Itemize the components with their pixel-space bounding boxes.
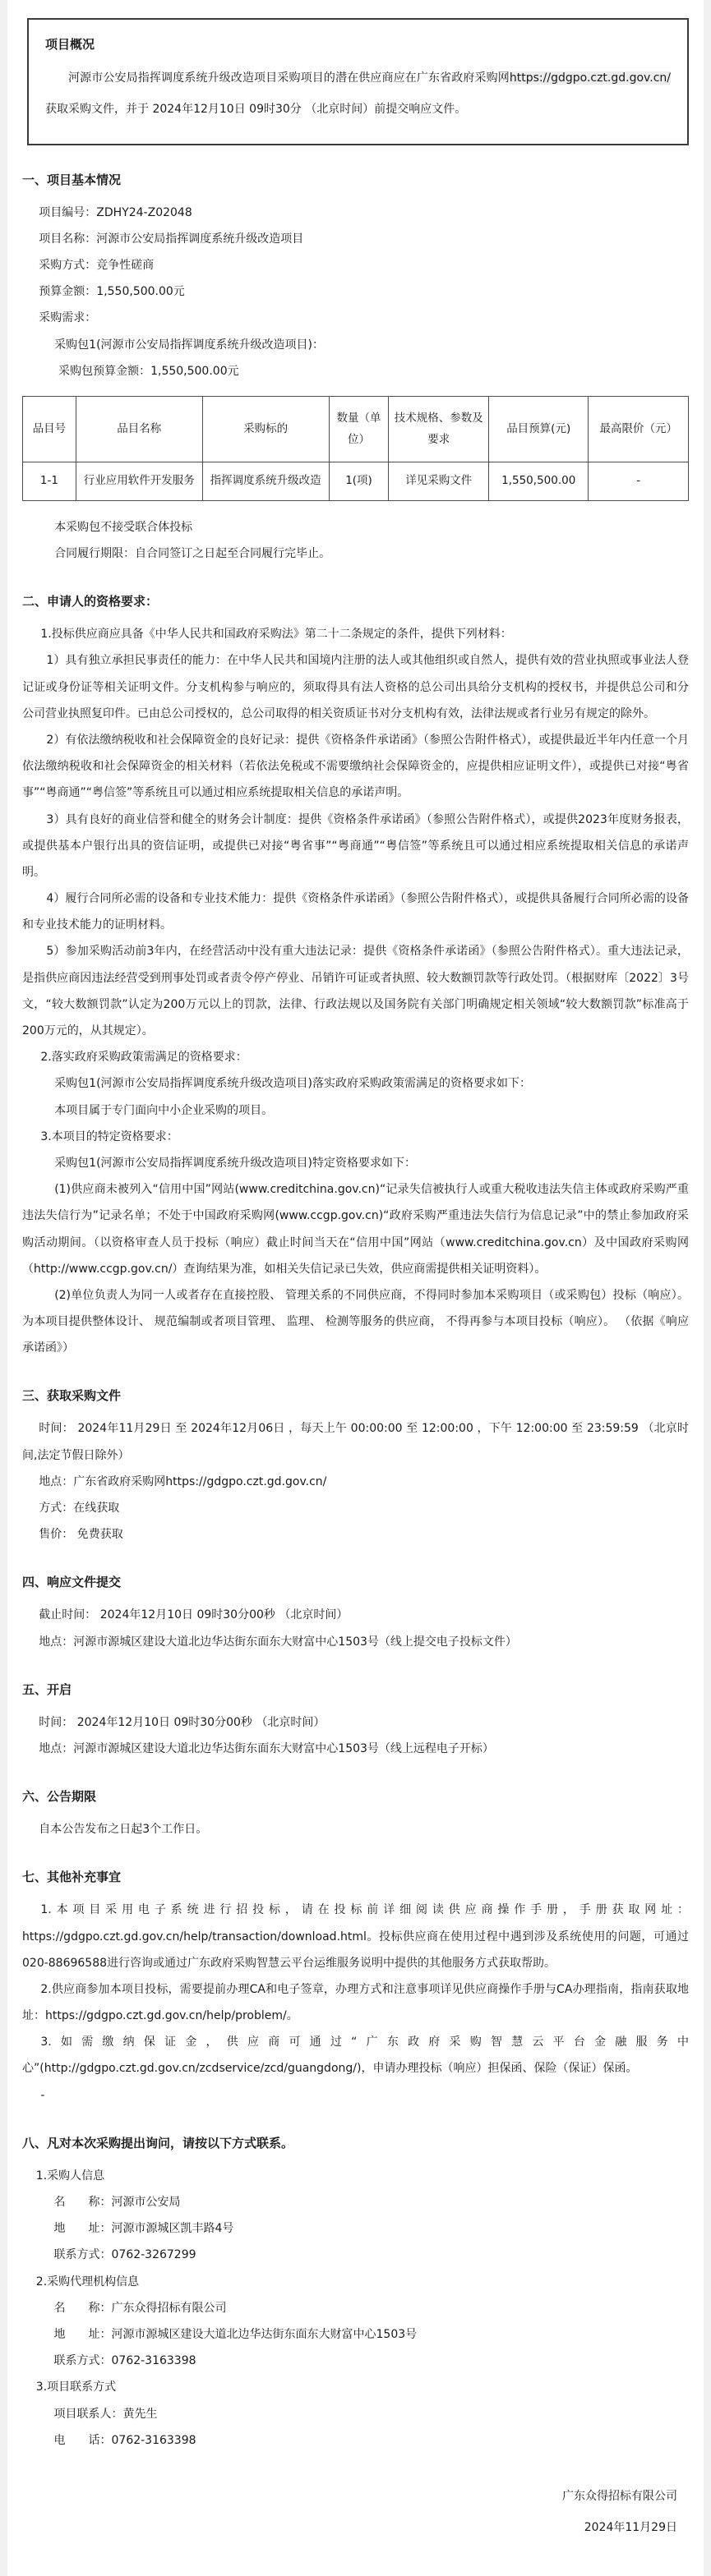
procurement-site-url: https://gdgpo.czt.gd.gov.cn/ xyxy=(509,71,671,85)
procurement-demand-label: 采购需求： xyxy=(39,311,97,325)
sme-project-note: 本项目属于专门面向中小企业采购的项目。 xyxy=(54,1103,274,1117)
policy-requirement-label: 2.落实政府采购政策需满足的资格要求： xyxy=(40,1051,247,1065)
project-contact-person: 项目联系人：黄先生 xyxy=(53,2407,158,2421)
contract-period-note: 合同履行期限：自合同签订之日起至合同履行完毕止。 xyxy=(54,547,331,561)
specific-requirement-label: 3.本项目的特定资格要求： xyxy=(40,1129,178,1143)
document-page xyxy=(7,0,704,2576)
agency-address: 地 址：河源市源城区建设大道北边华达街东面东大财富中心1503号 xyxy=(53,2327,418,2341)
cell-item-budget: 1,550,500.00 xyxy=(488,462,589,501)
cell-spec: 详见采购文件 xyxy=(389,462,489,501)
doc-time: 时间： 2024年11月29日 至 2024年12月06日 ，每天上午 00:00:00 至 12:00:00 ，下午 12:00:00 至 23:59:59 （北京时间,法定节假日除外） xyxy=(22,1422,689,1462)
credit-china-para: (1)供应商未被列入“信用中国”网站(www.creditchina.gov.cn)“记录失信被执行人或重大税收违法失信主体或政府采购严重违法失信行为”记录名单；不处于中国政府采购网(www.ccgp.gov.cn)“政府采购严重违法失信行为信息记录”中的禁止参加政府采购活动期间。（以资格审查人员于投标（响应）截止时间当天在“信用中国”网站（www.creditchina.gov.cn）及中国政府采购网（http://www.ccgp.gov.cn/）查询结果为准，如相关失信记录已失效，供应商需提供相关证明资料）。 xyxy=(22,1183,689,1276)
doc-place: 地点：广东省政府采购网https://gdgpo.czt.gd.gov.cn/ xyxy=(39,1474,327,1488)
open-place: 地点：河源市源城区建设大道北边华达街东面东大财富中心1503号（线上远程电子开标） xyxy=(39,1741,494,1755)
section4-heading: 四、响应文件提交 xyxy=(22,1575,122,1590)
table-header-row xyxy=(23,396,689,462)
section2-heading: 二、申请人的资格要求： xyxy=(22,594,159,610)
qualification-para: 5）参加采购活动前3年内，在经营活动中没有重大违法记录：提供《资格条件承诺函》（参照公告附件格式）。重大违法记录，是指供应商因违法经营受到刑事处罚或者责令停产停业、吊销许可证或者执照、较大数额罚款等行政处罚。（根据财库〔2022〕3号文，“较大数额罚款”认定为200万元以上的罚款，法律、行政法规以及国务院有关部门明确规定相关领域“较大数额罚款”标准高于200万元的，从其规定）。 xyxy=(22,945,689,1038)
th-item-budget: 品目预算(元) xyxy=(488,396,589,462)
qualification-para: 3）具有良好的商业信誉和健全的财务会计制度：提供《资格条件承诺函》（参照公告附件格式），或提供2023年度财务报表，或提供基本户银行出具的资信证明，或提供已对接“粤省事”“粤商通”“粤信签”等系统且可以通过相应系统提取相关信息的承诺声明。 xyxy=(22,812,689,879)
purchaser-info-title: 1.采购人信息 xyxy=(35,2169,105,2183)
th-quantity: 数量（单位） xyxy=(329,396,389,462)
section5-heading: 五、开启 xyxy=(22,1681,72,1697)
package-line: 采购包1(河源市公安局指挥调度系统升级改造项目)： xyxy=(54,338,325,352)
section8-heading: 八、凡对本次采购提出询问，请按以下方式联系。 xyxy=(22,2135,294,2150)
agency-info-title: 2.采购代理机构信息 xyxy=(35,2275,140,2288)
purchaser-address: 地 址：河源市源城区凯丰路4号 xyxy=(53,2222,234,2236)
submit-deadline: 截止时间： 2024年12月10日 09时30分00秒 （北京时间） xyxy=(39,1608,349,1622)
doc-method: 方式：在线获取 xyxy=(39,1502,120,1516)
supplement-para: 1.本项目采用电子系统进行招投标，请在投标前详细阅读供应商操作手册，手册获取网址：https://gdgpo.czt.gd.gov.cn/help/transaction/download.html。投标供应商在使用过程中遇到涉及系统使用的问题，可通过020-88696588进行咨询或通过广东政府采购智慧云平台运维服务说明中提供的其他服务方式获取帮助。 xyxy=(22,1903,689,1970)
purchaser-name: 名 称：河源市公安局 xyxy=(53,2196,181,2210)
items-table xyxy=(22,396,689,501)
table-row xyxy=(23,462,689,501)
overview-text-after: 获取采购文件，并于 2024年12月10日 09时30分 （北京时间）前提交响应文件。 xyxy=(45,102,467,116)
footer-org: 广东众得招标有限公司 xyxy=(562,2489,677,2503)
cell-subject: 指挥调度系统升级改造 xyxy=(202,462,329,501)
no-consortium-note: 本采购包不接受联合体投标 xyxy=(54,520,193,534)
announcement-period: 自本公告发布之日起3个工作日。 xyxy=(39,1823,208,1837)
section7-heading: 七、其他补充事宜 xyxy=(22,1870,122,1885)
project-name: 项目名称：河源市公安局指挥调度系统升级改造项目 xyxy=(39,232,304,246)
specific-requirement-line: 采购包1(河源市公安局指挥调度系统升级改造项目)特定资格要求如下： xyxy=(54,1156,417,1170)
overview-text-before: 河源市公安局指挥调度系统升级改造项目采购项目的潜在供应商应在广东省政府采购网 xyxy=(68,71,510,85)
qualification-para: 1.投标供应商应具备《中华人民共和国政府采购法》第二十二条规定的条件，提供下列材料： xyxy=(40,628,512,642)
cell-item-no: 1-1 xyxy=(23,462,76,501)
qualification-para: 1）具有独立承担民事责任的能力：在中华人民共和国境内注册的法人或其他组织或自然人，提供有效的营业执照或事业法人登记证或身份证等相关证明文件。分支机构参与响应的，须取得具有法人资格的总公司出具给分支机构的授权书，并提供总公司和分公司营业执照复印件。已由总公司授权的，总公司取得的相关资质证书对分支机构有效，法律法规或者行业另有规定的除外。 xyxy=(22,654,689,720)
th-item-name: 品目名称 xyxy=(76,396,202,462)
th-subject: 采购标的 xyxy=(202,396,329,462)
supplement-para: 2.供应商参加本项目投标，需要提前办理CA和电子签章，办理方式和注意事项详见供应商操作手册与CA办理指南，指南获取地址：https://gdgpo.czt.gd.gov.cn/help/problem/。 xyxy=(22,1982,689,2023)
package-budget: 采购包预算金额：1,550,500.00元 xyxy=(58,364,239,378)
project-contact-title: 3.项目联系方式 xyxy=(35,2380,117,2394)
cell-max-price: - xyxy=(589,462,689,501)
policy-requirement-line: 采购包1(河源市公安局指挥调度系统升级改造项目)落实政府采购政策需满足的资格要求如下： xyxy=(54,1077,532,1091)
overview-title: 项目概况 xyxy=(45,37,95,52)
th-spec: 技术规格、参数及要求 xyxy=(389,396,489,462)
agency-contact: 联系方式：0762-3163398 xyxy=(53,2354,196,2368)
cell-item-name: 行业应用软件开发服务 xyxy=(76,462,202,501)
same-person-para: (2)单位负责人为同一人或者存在直接控股、 管理关系的不同供应商，不得同时参加本采购项目（或采购包）投标（响应）。 为本项目提供整体设计、 规范编制或者项目管理、 监理、 检测等服务的供应商， 不得再参与本项目投标（响应）。 （依据《响应承诺函》） xyxy=(22,1288,689,1355)
supplement-dash: - xyxy=(40,2088,45,2102)
procurement-method: 采购方式：竞争性磋商 xyxy=(39,258,155,272)
project-number: 项目编号：ZDHY24-Z02048 xyxy=(39,205,192,219)
signature-block xyxy=(22,2482,689,2544)
open-time: 时间： 2024年12月10日 09时30分00秒 （北京时间） xyxy=(39,1715,325,1729)
agency-name: 名 称：广东众得招标有限公司 xyxy=(53,2301,227,2315)
section3-heading: 三、获取采购文件 xyxy=(22,1388,122,1404)
section1-heading: 一、项目基本情况 xyxy=(22,172,122,187)
budget-amount: 预算金额：1,550,500.00元 xyxy=(39,285,185,299)
qualification-para: 2）有依法缴纳税收和社会保障资金的良好记录：提供《资格条件承诺函》（参照公告附件格式），或提供最近半年内任意一个月依法缴纳税收和社会保障资金的相关材料（若依法免税或不需要缴纳社会保障资金的，应提供相应证明文件），或提供已对接“粤省事”“粤商通”“粤信签”等系统且可以通过相应系统提取相关信息的承诺声明。 xyxy=(22,733,689,800)
overview-text xyxy=(45,63,671,126)
footer-date: 2024年11月29日 xyxy=(584,2520,677,2534)
supplement-para: 3.如需缴纳保证金，供应商可通过“广东政府采购智慧云平台金融服务中心”(http://gdgpo.czt.gd.gov.cn/zcdservice/zcd/guangdong/)，申请办理投标（响应）担保函、保险（保证）保函。 xyxy=(22,2036,689,2076)
doc-price: 售价： 免费获取 xyxy=(39,1528,123,1542)
section6-heading: 六、公告期限 xyxy=(22,1789,97,1805)
th-max-price: 最高限价（元） xyxy=(589,396,689,462)
submit-place: 地点：河源市源城区建设大道北边华达街东面东大财富中心1503号（线上提交电子投标文件） xyxy=(39,1635,517,1649)
qualification-para: 4）履行合同所必需的设备和专业技术能力：提供《资格条件承诺函》（参照公告附件格式），或提供具备履行合同所必需的设备和专业技术能力的证明材料。 xyxy=(22,892,689,932)
overview-box xyxy=(27,18,689,145)
th-item-no: 品目号 xyxy=(23,396,76,462)
project-contact-phone: 电 话：0762-3163398 xyxy=(53,2433,196,2447)
cell-quantity: 1(项) xyxy=(329,462,389,501)
purchaser-contact: 联系方式：0762-3267299 xyxy=(53,2248,196,2262)
